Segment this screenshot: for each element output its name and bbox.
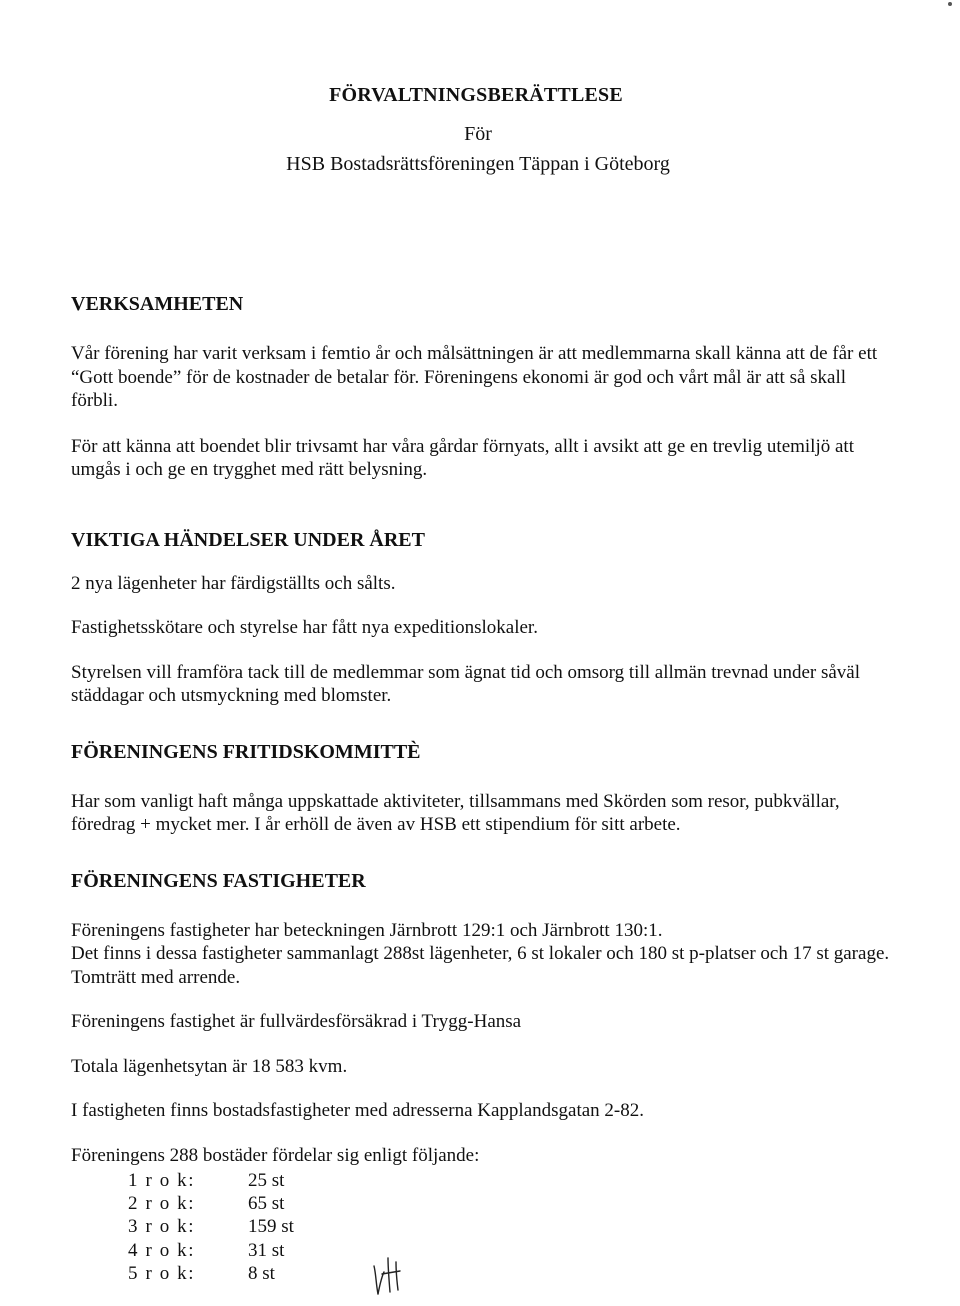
document-body [71, 290, 891, 1285]
paragraph: Styrelsen vill framföra tack till de medlemmar som ägnat tid och omsorg till allmän trevnad under såväl städdagar och utsmyckning med blomster. [71, 661, 860, 706]
section-heading: VERKSAMHETEN [71, 293, 244, 315]
section-heading: VIKTIGA HÄNDELSER UNDER ÅRET [71, 528, 425, 551]
apartment-count: 25 st [248, 1170, 285, 1191]
distribution-intro: Föreningens 288 bostäder fördelar sig enligt följande: [71, 1144, 480, 1166]
room-count-label: 5 r o k: [128, 1262, 196, 1284]
list-item [128, 1262, 891, 1285]
apartment-distribution-list [128, 1169, 891, 1285]
paragraph: 2 nya lägenheter har färdigställts och sålts. [71, 572, 396, 594]
section-fastigheter [71, 867, 891, 1286]
property-totals: Det finns i dessa fastigheter sammanlagt 288st lägenheter, 6 st lokaler och 180 st p-platser och 17 st garage. Tomträtt med arrende. [71, 943, 890, 988]
apartment-count: 8 st [248, 1262, 275, 1284]
section-verksamheten [71, 290, 891, 482]
addresses: I fastigheten finns bostadsfastigheter med adresserna Kapplandsgatan 2-82. [71, 1100, 644, 1121]
room-count-label: 3 r o k: [128, 1216, 196, 1238]
apartment-count: 65 st [248, 1193, 285, 1215]
room-count-label: 2 r o k: [128, 1193, 196, 1215]
list-item [128, 1192, 891, 1215]
association-name: HSB Bostadsrättsföreningen Täppan i Göteborg [286, 153, 670, 175]
property-designation: Föreningens fastigheter har beteckningen Järnbrott 129:1 och Järnbrott 130:1. [71, 919, 663, 941]
paragraph: För att känna att boendet blir trivsamt har våra gårdar förnyats, allt i avsikt att ge en trevlig utemiljö att umgås i och ge en trygghet med rätt belysning. [71, 435, 854, 480]
paragraph: Fastighetsskötare och styrelse har fått nya expeditionslokaler. [71, 617, 538, 638]
subtitle-for: För [464, 123, 492, 145]
room-count-label: 4 r o k: [128, 1239, 196, 1261]
list-item [128, 1239, 891, 1262]
apartment-count: 31 st [248, 1239, 285, 1261]
section-viktiga-handelser [71, 526, 891, 708]
title-block [0, 84, 960, 179]
document-title: FÖRVALTNINGSBERÄTTLESE [329, 84, 623, 106]
paragraph: Har som vanligt haft många uppskattade aktiviteter, tillsammans med Skörden som resor, pubkvällar, föredrag + mycket mer. I år erhöll de även av HSB ett stipendium för sitt arbete. [71, 790, 840, 835]
scan-speck [948, 2, 952, 6]
section-heading: FÖRENINGENS FRITIDSKOMMITTÈ [71, 740, 421, 763]
list-item [128, 1169, 891, 1192]
apartment-count: 159 st [248, 1216, 294, 1238]
section-fritidskommitte [71, 738, 891, 837]
list-item [128, 1215, 891, 1238]
handwritten-initials [370, 1254, 410, 1298]
section-heading: FÖRENINGENS FASTIGHETER [71, 869, 366, 892]
total-area: Totala lägenhetsytan är 18 583 kvm. [71, 1055, 348, 1077]
room-count-label: 1 r o k: [128, 1170, 196, 1191]
paragraph: Vår förening har varit verksam i femtio år och målsättningen är att medlemmarna skall känna att de får ett “Gott boende” för de kostnader de betalar för. Föreningens ekonomi är god och vårt mål är att så skall förbli. [71, 343, 878, 411]
insurance-info: Föreningens fastighet är fullvärdesförsäkrad i Trygg-Hansa [71, 1011, 522, 1032]
